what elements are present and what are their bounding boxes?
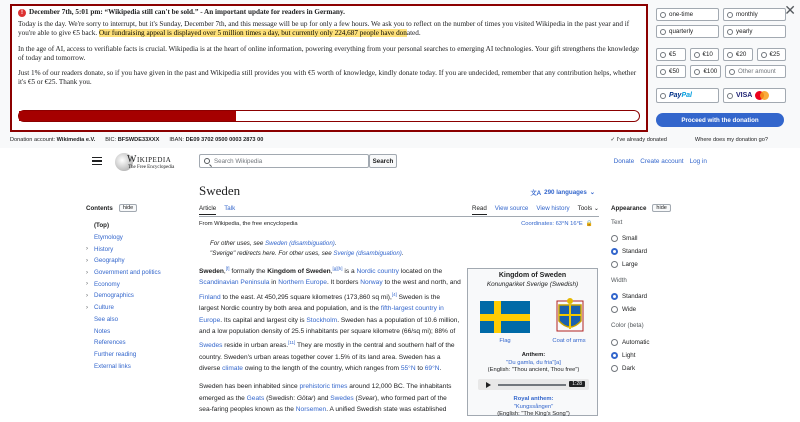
personal-tools [614, 158, 707, 165]
toc-item[interactable] [86, 302, 191, 314]
toc-title: Contents [86, 204, 113, 212]
article-main [199, 183, 599, 418]
amount-5[interactable] [656, 48, 686, 61]
paypal-logo-text: Pal [681, 92, 692, 99]
paypal-logo-text: Pay [669, 92, 682, 99]
appeal-box [10, 4, 648, 132]
bic-label: BIC: [105, 137, 117, 143]
radio-icon [611, 365, 618, 372]
toc-header [86, 204, 191, 212]
toc-item[interactable] [86, 325, 191, 337]
appeal-paragraph-1 [18, 20, 640, 38]
toc-item[interactable] [86, 314, 191, 326]
radio-icon [729, 69, 735, 75]
search-button[interactable]: Search [369, 154, 397, 168]
chevron-down-icon: ⌄ [593, 205, 599, 212]
text-standard-option[interactable] [611, 245, 731, 258]
option-label: monthly [736, 11, 758, 18]
toc-item-label: History [94, 245, 114, 253]
anthem-link[interactable]: "Du gamla, du fria"[a] [506, 359, 561, 366]
toc-hide-button[interactable]: hide [119, 204, 137, 212]
radio-icon [727, 29, 733, 35]
toc-item[interactable] [86, 349, 191, 361]
anthem-translation: (English: "Thou ancient, Thou free") [487, 367, 580, 374]
menu-icon[interactable] [92, 157, 102, 165]
site-header [0, 148, 800, 176]
option-label: Standard [622, 293, 648, 301]
chevron-right-icon[interactable]: › [86, 281, 88, 288]
chevron-right-icon[interactable]: › [86, 257, 88, 264]
option-label: Small [622, 235, 638, 243]
language-count: 290 languages [544, 189, 587, 196]
search-icon [204, 158, 210, 164]
royal-anthem-link[interactable]: "Kungssången" [513, 403, 554, 410]
toc-item-label: See also [94, 315, 119, 323]
option-label: €10 [702, 51, 713, 58]
search-placeholder: Search Wikipedia [214, 157, 263, 165]
toc-item-label: Culture [94, 304, 114, 312]
toc-item[interactable] [86, 290, 191, 302]
option-label: Standard [622, 248, 648, 256]
appeal-text: Today is the day. We're sorry to interrupt, but it's Sunday, December 7th, and this message will be up for only a few hours. We ask you to reflect on the number of times you visited Wikipedia in the past year and if you're able to give €5 back. [18, 20, 630, 38]
page-title: Sweden [199, 183, 241, 198]
page-tabs [199, 205, 599, 217]
toc-item[interactable] [86, 337, 191, 349]
option-label: Automatic [622, 338, 650, 346]
hatnote-text: "Sverige" redirects here. For other uses, see [210, 250, 334, 258]
proceed-donation-button[interactable]: Proceed with the donation [656, 113, 784, 127]
toc-item-label: External links [94, 362, 131, 370]
color-dark-option[interactable] [611, 362, 731, 375]
anthem-label: Anthem: [521, 352, 546, 358]
toc-item[interactable] [86, 220, 191, 232]
tools-menu[interactable] [578, 205, 599, 215]
paragraph-1: Sweden,[f] formally the Kingdom of Sweden,[g][h] is a Nordic country located on the Scandinavian Peninsula in Northern Europe. It borders Norway to the west and north, and Finland to the east. At 450,295 square kilometres (173,860 sq mi),[4] Sweden is the largest Nordic country by both area and population, and is the fifth-largest country in Europe. Its capital and largest city is Stockholm. Sweden has a population of 10.6 million, and a low population density of 25.5 inhabitants per square kilometre (66/sq mi); 88% of Swedes reside in urban areas.[11] They are mostly in the central and southern half of the country. Sweden's urban areas together cover 1.5% of its land area. Sweden has a diverse climate owing to the length of the country, which ranges from 55°N to 69°N. [199, 266, 461, 372]
other-amount-field[interactable] [725, 65, 786, 78]
audio-duration: 1:28 [569, 381, 585, 387]
infobox-title: Kingdom of Sweden [498, 272, 567, 279]
progress-fill [19, 111, 236, 121]
radio-icon [660, 69, 666, 75]
flag-of-sweden-image[interactable] [480, 301, 530, 333]
color-light-option[interactable] [611, 349, 731, 362]
appeal-headline [18, 8, 640, 17]
width-standard-option[interactable] [611, 290, 731, 303]
radio-selected-icon [611, 248, 618, 255]
amount-20[interactable] [723, 48, 753, 61]
visa-logo: VISA [736, 92, 753, 99]
table-of-contents [86, 204, 191, 372]
already-donated-link[interactable]: ✓ I've already donated [610, 137, 667, 143]
info-icon: ! [18, 9, 26, 17]
option-label: €25 [769, 51, 780, 58]
option-label: Large [622, 261, 638, 269]
color-automatic-option[interactable] [611, 335, 731, 348]
infobox-subtitle: Konungariket Sverige (Swedish) [486, 281, 579, 288]
coordinates-text: Coordinates: 63°N 16°E [521, 221, 583, 227]
amount-10[interactable] [690, 48, 720, 61]
amount-25[interactable] [757, 48, 787, 61]
appeal-headline-text: December 7th, 5:01 pm: “Wikipedia still can't be sold.” - An important update for readers in Germany. [29, 8, 345, 16]
radio-selected-icon [611, 352, 618, 359]
tab-read[interactable]: Read [472, 205, 487, 215]
chevron-right-icon[interactable]: › [86, 269, 88, 276]
radio-icon [694, 52, 700, 58]
coat-of-arms-image[interactable] [553, 297, 587, 335]
audio-player[interactable] [478, 379, 589, 390]
royal-anthem-translation: (English: "The King's Song") [497, 411, 570, 418]
wikipedia-tagline: The Free Encyclopedia [128, 165, 175, 170]
toc-item-label: Further reading [94, 350, 137, 358]
bic [105, 137, 159, 143]
radio-icon [761, 52, 767, 58]
text-size-label: Text [611, 219, 623, 226]
account-label: Donation account: [10, 137, 56, 143]
toc-item[interactable] [86, 278, 191, 290]
appeal-highlight: Our fundraising appeal is displayed over 5 million times a day, but currently only 224,687 people have don [98, 29, 407, 38]
disambiguation-link[interactable]: Sverige (disambiguation) [333, 250, 402, 258]
donate-link[interactable]: Donate [613, 158, 635, 165]
chevron-right-icon[interactable]: › [86, 246, 88, 253]
appearance-header [611, 204, 731, 212]
hatnote-text: For other uses, see [210, 240, 266, 247]
toc-item-label: Etymology [94, 234, 123, 242]
paypal-logo [669, 92, 692, 99]
option-label: Dark [622, 364, 636, 372]
option-label: quarterly [669, 28, 694, 35]
tab-talk[interactable]: Talk [224, 205, 236, 212]
anthem-section [468, 352, 599, 375]
search-input[interactable] [199, 154, 369, 168]
appearance-hide-button[interactable]: hide [652, 204, 670, 212]
chevron-right-icon[interactable]: › [86, 304, 88, 311]
amount-50[interactable] [656, 65, 686, 78]
chevron-down-icon: ⌄ [589, 189, 595, 196]
card-option[interactable] [723, 88, 786, 103]
infobox [467, 268, 598, 416]
text-small-option[interactable] [611, 232, 731, 245]
donation-progress-bar [18, 110, 640, 122]
donation-form [656, 8, 786, 127]
banner-footer [10, 137, 790, 143]
option-label: €5 [669, 51, 676, 58]
create-account-link[interactable]: Create account [640, 158, 684, 165]
toc-item[interactable] [86, 360, 191, 372]
paypal-option[interactable] [656, 88, 719, 103]
close-icon[interactable]: ✕ [784, 2, 796, 18]
wikipedia-wordmark[interactable]: Wikipedia [127, 154, 172, 165]
royal-anthem-section [468, 396, 599, 419]
paragraph-2: Sweden has been inhabited since prehistoric times around 12,000 BC. The inhabitants emerged as the Geats (Swedish: Götar) and Swedes (Svear), who formed part of the sea-faring peoples known as the Norsemen. A unified Swedish state was established [199, 383, 452, 413]
width-label: Width [611, 277, 627, 285]
coat-of-arms-caption-link[interactable]: Coat of arms [552, 338, 586, 344]
other-amount-placeholder: Other amount [737, 68, 776, 75]
frequency-quarterly[interactable] [656, 25, 719, 38]
appeal-paragraph-3: Just 1% of our readers donate, so if you have given in the past and Wikipedia still provides you with €5 worth of knowledge, kindly donate today. If you are undecided, remember that any contribution helps, whether it's €5 or €25. Thank you. [18, 69, 637, 87]
frequency-monthly[interactable] [723, 8, 786, 21]
option-label: Wide [622, 306, 637, 314]
radio-icon [660, 52, 666, 58]
radio-icon [660, 29, 666, 35]
translate-icon: 文A [530, 190, 542, 197]
audio-progress-track[interactable] [498, 384, 566, 386]
disambiguation-link[interactable]: Sweden (disambiguation) [265, 240, 335, 247]
toc-item-label: Demographics [94, 292, 134, 300]
iban-label: IBAN: [169, 137, 184, 143]
iban-value: DE09 3702 0500 0003 2873 00 [185, 137, 264, 143]
toc-item[interactable] [86, 267, 191, 279]
appeal-paragraph-2: In the age of AI, access to verifiable facts is crucial. Wikipedia is at the heart of online information, powering everything from your personal searches to emerging AI technologies. Your gift strengthens the knowledge of today and tomorrow. [18, 44, 639, 62]
play-icon[interactable] [486, 382, 491, 388]
log-in-link[interactable]: Log in [689, 158, 707, 165]
tab-view-source[interactable]: View source [494, 205, 529, 212]
option-label: one-time [669, 11, 694, 18]
text-large-option[interactable] [611, 258, 731, 271]
width-wide-option[interactable] [611, 303, 731, 316]
toc-item-label: References [94, 339, 126, 347]
toc-item-label: Government and politics [94, 269, 161, 277]
toc-item-label: Economy [94, 280, 120, 288]
bic-value: BFSWDE33XXX [117, 137, 160, 143]
lock-icon: 🔒 [585, 221, 593, 227]
toc-item-label: (Top) [94, 222, 109, 230]
appearance-panel [611, 204, 731, 375]
option-label: €50 [669, 68, 680, 75]
iban [169, 137, 263, 143]
radio-selected-icon [611, 293, 618, 300]
radio-icon [611, 306, 618, 313]
tab-view-history[interactable]: View history [536, 205, 570, 212]
radio-icon [611, 235, 618, 242]
radio-icon [727, 93, 733, 99]
radio-icon [611, 261, 618, 268]
toc-list [86, 220, 191, 372]
donation-account [10, 137, 95, 143]
chevron-right-icon[interactable]: › [86, 292, 88, 299]
radio-icon [660, 93, 666, 99]
hatnote: For other uses, see Sweden (disambiguation). "Sverige" redirects here. For other uses, see Sverige (disambiguation). [210, 240, 404, 258]
toc-item[interactable] [86, 232, 191, 244]
radio-icon [727, 52, 733, 58]
radio-icon [727, 12, 733, 18]
appeal-text: ated. [406, 29, 421, 38]
toc-item-label: Geography [94, 257, 125, 265]
radio-icon [694, 69, 700, 75]
option-label: Light [622, 351, 636, 359]
option-label: €100 [703, 68, 718, 75]
account-value: Wikimedia e.V. [56, 137, 96, 143]
appearance-title: Appearance [611, 204, 647, 212]
coordinates[interactable] [521, 221, 593, 227]
option-label: €20 [736, 51, 747, 58]
toc-item[interactable] [86, 255, 191, 267]
site-subtitle: From Wikipedia, the free encyclopedia [199, 221, 298, 227]
mastercard-icon [755, 91, 769, 100]
flag-caption-link[interactable]: Flag [499, 338, 511, 344]
toc-item-label: Notes [94, 327, 111, 335]
royal-anthem-label[interactable]: Royal anthem: [513, 396, 554, 402]
radio-icon [660, 12, 666, 18]
article-body [199, 263, 461, 422]
option-label: yearly [736, 28, 753, 35]
tools-label: Tools [577, 205, 593, 212]
donation-banner [0, 0, 800, 148]
amount-100[interactable] [690, 65, 720, 78]
toc-item[interactable] [86, 243, 191, 255]
where-donation-link[interactable]: Where does my donation go? [694, 137, 768, 143]
frequency-one-time[interactable] [656, 8, 719, 21]
language-button[interactable] [531, 188, 596, 197]
radio-icon [611, 339, 618, 346]
color-label: Color (beta) [611, 322, 644, 330]
frequency-yearly[interactable] [723, 25, 786, 38]
tab-article[interactable]: Article [199, 205, 216, 215]
